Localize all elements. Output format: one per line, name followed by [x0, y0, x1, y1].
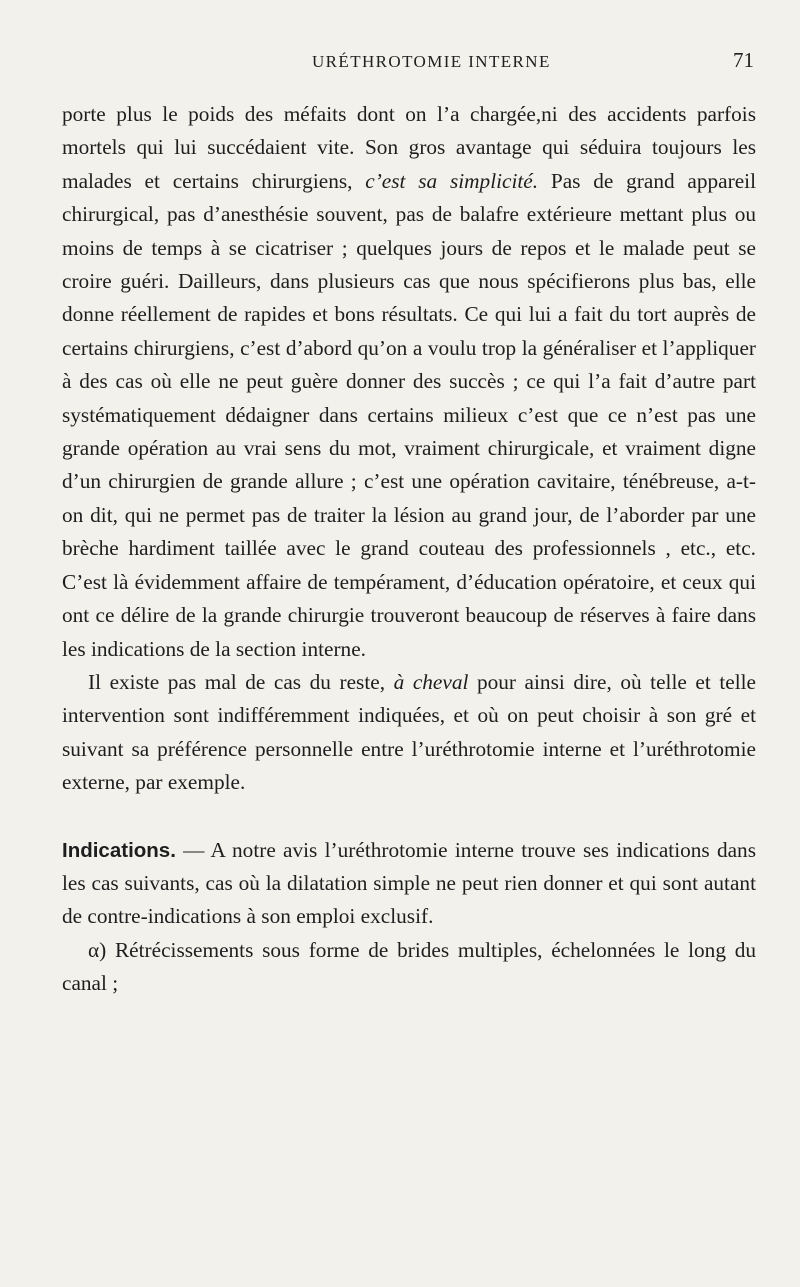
paragraph-2-italic: à cheval	[393, 669, 469, 694]
paragraph-1	[62, 98, 756, 666]
paragraph-4-text: α) Rétrécissements sous forme de brides multiples, échelonnées le long du canal ;	[62, 937, 756, 996]
paragraph-1-text-a: porte plus le poids des méfaits dont on l’a chargée,ni des accidents parfois mortels qui lui succédaient vite. Son gros avantage qui séduira toujours les malades et certains chirurgiens,	[62, 102, 756, 193]
paragraph-1-text-b: Pas de grand appareil chirurgical, pas d’anesthésie souvent, pas de balafre extérieure mettant plus ou moins de temps à se cicatriser ; quelques jours de repos et le malade peut se croire guéri. Dailleurs, dans plusieurs cas que nous spécifierons plus bas, elle donne réellement de rapides et bons résultats. Ce qui lui a fait du tort auprès de certains chirurgiens, c’est d’abord qu’on a voulu trop la généraliser et l’appliquer à des cas où elle ne peut guère donner des succès ; ce qui l’a fait d’autre part systématiquement dédaigner dans certains milieux c’est que ce n’est pas une grande opération au vrai sens du mot, vraiment chirurgicale, et vraiment digne d’un chirurgien de grande allure ; c’est une opération cavitaire, ténébreuse, a-t-on dit, qui ne permet pas de traiter la lésion au grand jour, de l’aborder par une brèche hardiment taillée avec le grand couteau des professionnels , etc., etc. C’est là évidemment affaire de tempérament, d’éducation opératoire, et ceux qui ont ce délire de la grande chirurgie trouveront beaucoup de réserves à faire dans les indications de la section interne.	[62, 168, 756, 661]
paragraph-3-text: — A notre avis l’uréthrotomie interne trouve ses indications dans les cas suivants, cas où la dilatation simple ne peut rien donner et qui sont autant de contre-indications à son emploi exclusif.	[62, 837, 756, 929]
page-number: 71	[733, 48, 754, 72]
section-heading: Indications.	[62, 838, 176, 862]
paragraph-1-italic: c’est sa simplicité.	[365, 168, 539, 193]
running-head	[62, 48, 756, 76]
paragraph-2-text-b: pour ainsi dire, où telle et telle intervention sont indifféremment indiquées, et où on peut choisir à son gré et suivant sa préférence personnelle entre l’uréthrotomie interne et l’uréthrotomie externe, par exemple.	[62, 669, 756, 795]
running-title: URÉTHROTOMIE INTERNE	[312, 52, 551, 71]
paragraph-3	[62, 834, 756, 934]
paragraph-4	[62, 934, 756, 1001]
paragraph-2	[62, 666, 756, 800]
body-text	[62, 98, 756, 1001]
paragraph-2-text-a: Il existe pas mal de cas du reste,	[88, 669, 394, 694]
